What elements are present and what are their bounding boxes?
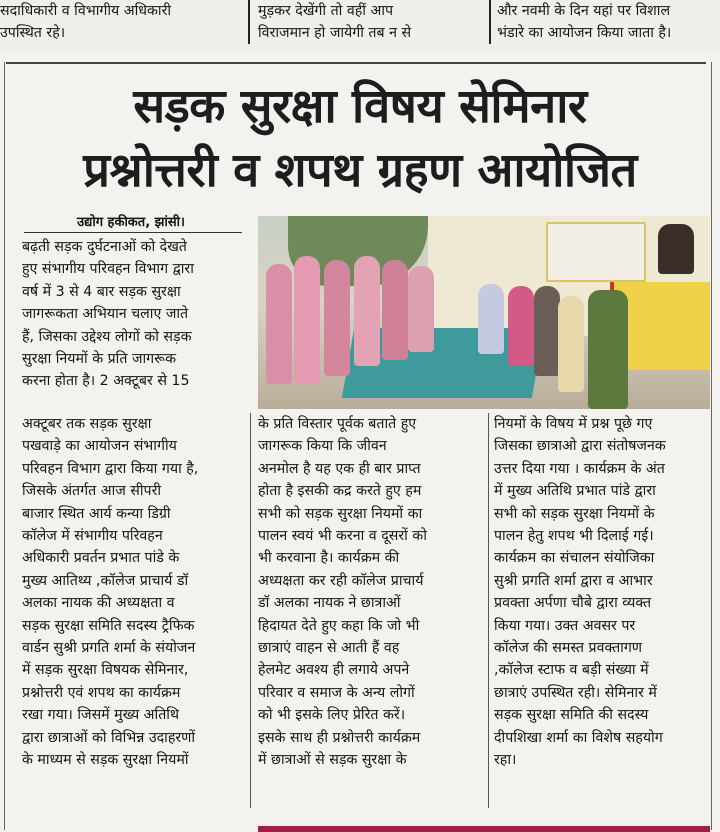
article-top-rule [6, 62, 706, 64]
photo-person [408, 266, 434, 352]
column-divider [250, 413, 251, 808]
headline-line-2: प्रश्नोत्तरी व शपथ ग्रहण आयोजित [83, 143, 637, 198]
previous-article-col-2: मुड़कर देखेंगी तो वहीं आप विराजमान हो जायेगी तब न से [258, 3, 412, 41]
photo-person [588, 290, 628, 409]
photo-banner [546, 222, 646, 282]
photo-person [478, 284, 504, 354]
event-photo [258, 216, 710, 409]
article-column-1: अक्टूबर तक सड़क सुरक्षा पखवाड़े का आयोजन संभागीय परिवहन विभाग द्वारा किया गया है, जिसके अंतर्गत आज सीपरी बाजार स्थित आर्य कन्या डिग्री कॉलेज में संभागीय परिवहन अधिकारी प्रवर्तन प्रभात पांडे के मुख्य आतिथ्य ,कॉलेज प्राचार्य डॉ अलका नायक की अध्यक्षता व सड़क सुरक्षा समिति सदस्य ट्रैफिक वार्डन सुश्री प्रगति शर्मा के संयोजन में सड़क सुरक्षा विषयक सेमिनार, प्रश्नोत्तरी एवं शपथ का कार्यक्रम रखा गया। जिसमें मुख्य अतिथि द्वारा छात्राओं को विभिन्न उदाहरणों के माध्यम से सड़क सुरक्षा नियमों [22, 416, 199, 769]
photo-person [294, 256, 320, 384]
photo-person [324, 260, 350, 376]
previous-article-strip [0, 0, 720, 54]
lead-paragraph: बढ़ती सड़क दुर्घटनाओं को देखते हुए संभागीय परिवहन विभाग द्वारा वर्ष में 3 से 4 बार सड़क सुरक्षा जागरूकता अभियान चलाए जाते हैं, जिसका उद्देश्य लोगों को सड़क सुरक्षा नियमों के प्रति जागरूक करना होता है। 2 अक्टूबर से 15 [22, 239, 194, 390]
photo-person [354, 256, 380, 366]
column-divider [488, 413, 489, 808]
article-column-2: के प्रति विस्तार पूर्वक बताते हुए जागरूक किया कि जीवन अनमोल है यह एक ही बार प्राप्त होता है इसकी कद्र करते हुए हम सभी को सड़क सुरक्षा नियमों का पालन स्वयं भी करना व दूसरों को भी करवाना है। कार्यक्रम की अध्यक्षता कर रही कॉलेज प्राचार्य डॉ अलका नायक ने छात्राओं हिदायत देते हुए कहा कि जो भी छात्राएं वाहन से आती हैं वह हेलमेट अवश्य ही लगाये अपने परिवार व समाज के अन्य लोगों को भी इसके लिए प्रेरित करें। इसके साथ ही प्रश्नोत्तरी कार्यक्रम में छात्राओं से सड़क सुरक्षा के [258, 416, 427, 769]
column-divider [248, 0, 250, 44]
column-divider [489, 0, 491, 44]
byline-underline [24, 232, 242, 233]
photo-person [534, 286, 560, 376]
previous-article-col-1: सदाधिकारी व विभागीय अधिकारी उपस्थित रहे। [0, 3, 172, 41]
headline-line-1: सड़क सुरक्षा विषय सेमिनार [133, 79, 587, 134]
previous-article-col-3: और नवमी के दिन यहां पर विशाल भंडारे का आयोजन किया जाता है। [497, 3, 672, 41]
photo-person [382, 260, 408, 360]
photo-person [658, 224, 694, 274]
byline: उद्योग हकीकत, झांसी। [77, 215, 185, 230]
photo-person [558, 296, 584, 392]
article-column-3: नियमों के विषय में प्रश्न पूछे गए जिसका छात्राओ द्वारा संतोषजनक उत्तर दिया गया । कार्यक्रम के अंत में मुख्य अतिथि प्रभात पांडे द्वारा सभी को सड़क सुरक्षा नियमों के पालन हेतु शपथ भी दिलाई गई। कार्यक्रम का संचालन संयोजिका सुश्री प्रगति शर्मा द्वारा व आभार प्रवक्ता अर्पणा चौबे द्वारा व्यक्त किया गया। उक्त अवसर पर कॉलेज की समस्त प्रवक्तागण ,कॉलेज स्टाफ व बड़ी संख्या में छात्राएं उपस्थित रही। सेमिनार में सड़क सुरक्षा समिति की सदस्य दीपशिखा शर्मा का विशेष सहयोग रहा। [494, 416, 666, 769]
next-article-color-bar [258, 826, 710, 832]
photo-person [508, 286, 534, 366]
photo-person [266, 264, 292, 384]
